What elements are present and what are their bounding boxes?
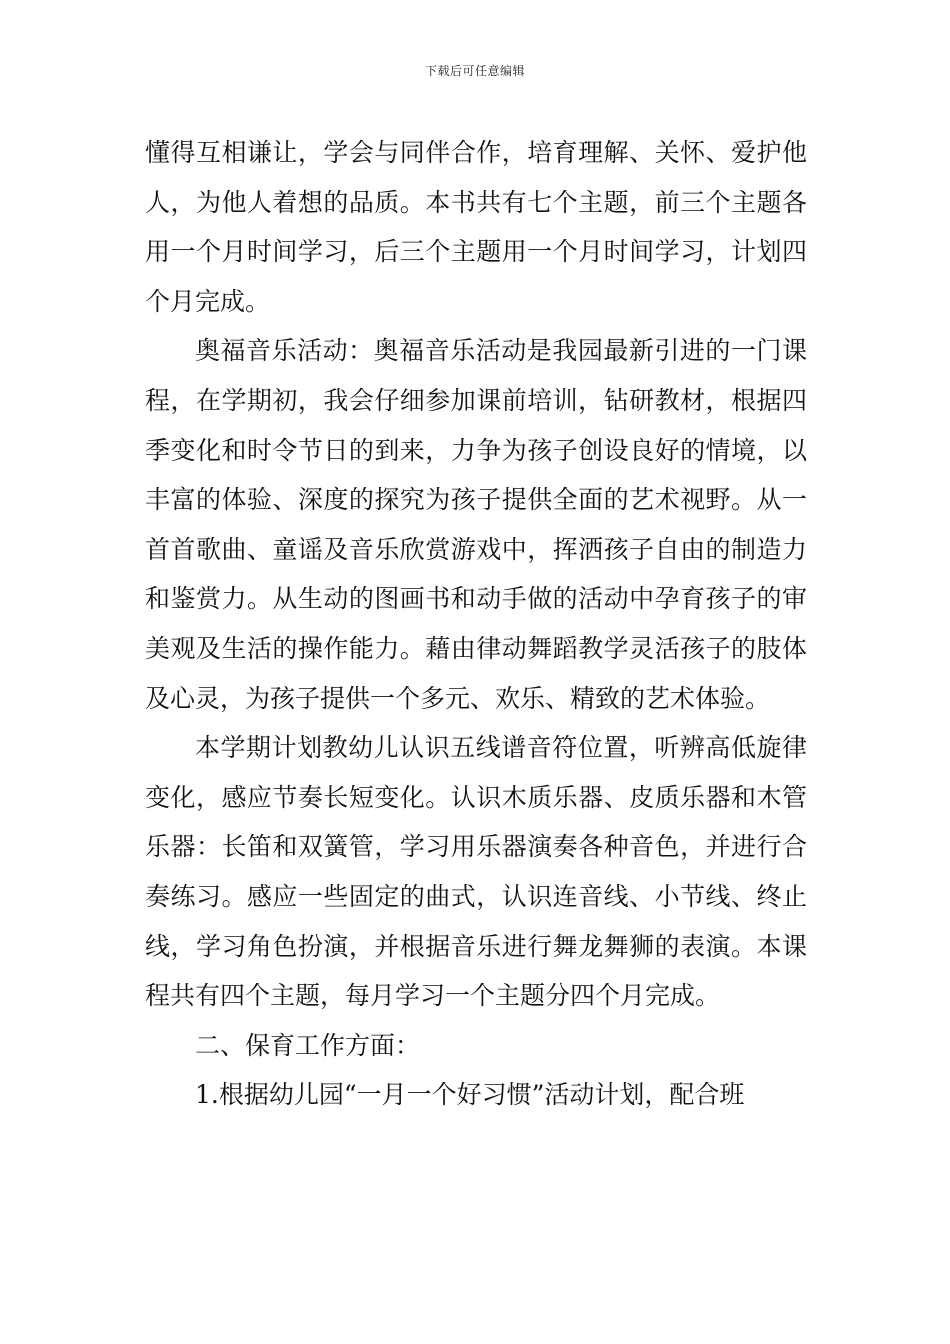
- document-body: [145, 128, 807, 1120]
- header-note: 下载后可任意编辑: [424, 64, 525, 78]
- paragraph-3: 本学期计划教幼儿认识五线谱音符位置，听辨高低旋律变化，感应节奏长短变化。认识木质乐器、皮质乐器和木管乐器：长笛和双簧管，学习用乐器演奏各种音色，并进行合奏练习。感应一些固定的曲式，认识连音线、小节线、终止线，学习角色扮演，并根据音乐进行舞龙舞狮的表演。本课程共有四个主题，每月学习一个主题分四个月完成。: [145, 733, 807, 1011]
- section-heading: 二、保育工作方面：: [195, 1030, 421, 1060]
- paragraph-4: 1.根据幼儿园“一月一个好习惯”活动计划，配合班: [195, 1080, 745, 1110]
- paragraph-1: 懂得互相谦让，学会与同伴合作，培育理解、关怀、爱护他人，为他人着想的品质。本书共有七个主题，前三个主题各用一个月时间学习，后三个主题用一个月时间学习，计划四个月完成。: [145, 138, 807, 316]
- paragraph-2: 奥福音乐活动：奥福音乐活动是我园最新引进的一门课程，在学期初，我会仔细参加课前培训，钻研教材，根据四季变化和时令节日的到来，力争为孩子创设良好的情境，以丰富的体验、深度的探究为孩子提供全面的艺术视野。从一首首歌曲、童谣及音乐欣赏游戏中，挥洒孩子自由的制造力和鉴赏力。从生动的图画书和动手做的活动中孕育孩子的审美观及生活的操作能力。藉由律动舞蹈教学灵活孩子的肢体及心灵，为孩子提供一个多元、欢乐、精致的艺术体验。: [145, 336, 807, 713]
